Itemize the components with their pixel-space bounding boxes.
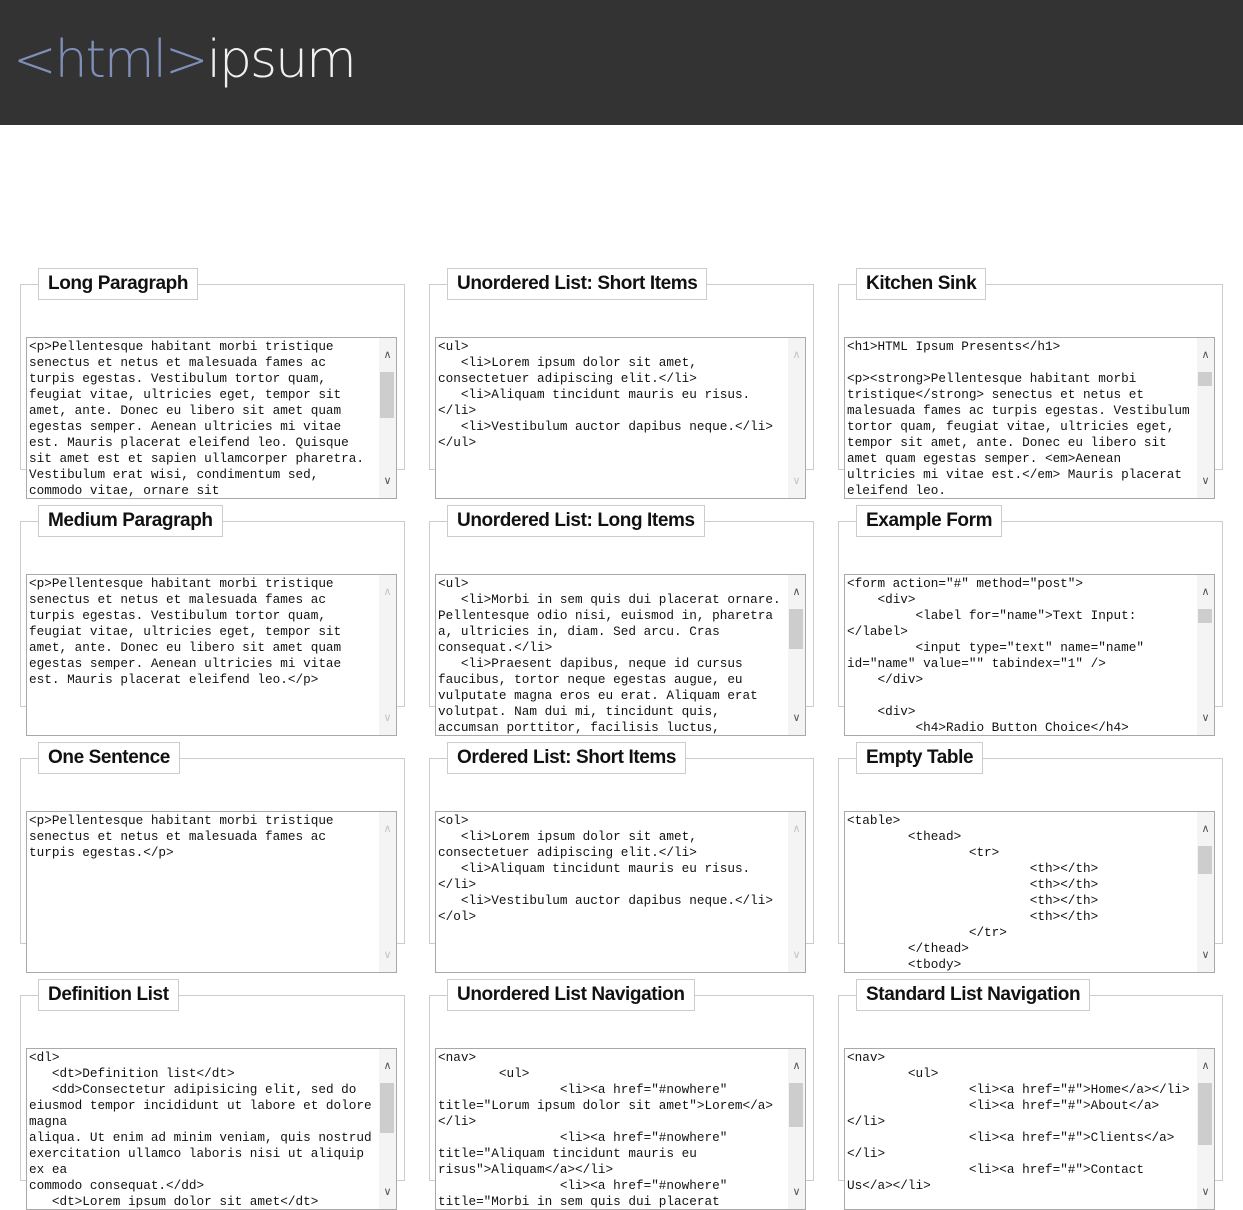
snippet-code: <nav> <ul> <li><a href="#nowhere" title="Lorum ipsum dolor sit amet">Lorem</a></li> <li><a href="#nowhere" title="Aliquam tincidunt mauris eu risus">Aliquam</a></li> <li><a href="#nowhere" title="Morbi in sem quis dui placerat xyxy=(438,1050,774,1209)
vertical-scrollbar[interactable] xyxy=(379,812,396,972)
card-title: Ordered List: Short Items xyxy=(447,742,686,774)
snippet-textarea-unordered-list-long-items[interactable] xyxy=(435,574,806,736)
card-kitchen-sink xyxy=(838,268,1223,498)
scroll-up-arrow-icon[interactable]: ∧ xyxy=(1201,585,1210,598)
card-title: Long Paragraph xyxy=(38,268,198,300)
card-title: One Sentence xyxy=(38,742,180,774)
vertical-scrollbar[interactable] xyxy=(788,1049,805,1209)
snippet-code: <form action="#" method="post"> <div> <label for="name">Text Input:</label> <input type="text" name="name" id="name" value="" tabindex="1" /> </div> <div> <h4>Radio Button Choice</h4> xyxy=(847,576,1144,735)
card-medium-paragraph xyxy=(20,505,405,724)
scroll-down-arrow-icon[interactable]: ∨ xyxy=(1201,711,1210,724)
snippet-textarea-one-sentence[interactable] xyxy=(26,811,397,973)
scrollbar-thumb[interactable] xyxy=(1198,846,1212,874)
card-unordered-list-long-items xyxy=(429,505,814,735)
card-title: Unordered List Navigation xyxy=(447,979,695,1011)
snippet-textarea-long-paragraph[interactable] xyxy=(26,337,397,499)
scroll-up-arrow-icon[interactable]: ∧ xyxy=(792,822,801,835)
snippet-textarea-kitchen-sink[interactable] xyxy=(844,337,1215,499)
snippet-code: <h1>HTML Ipsum Presents</h1> <p><strong>Pellentesque habitant morbi tristique</strong> senectus et netus et malesuada fames ac turpis egestas. Vestibulum tortor quam, feugiat vitae, ultricies eget, tempor sit amet, ante. Donec eu libero sit amet quam egestas semper. <em>Aenean ultricies mi vitae est.</em> Mauris placerat eleifend leo. xyxy=(847,339,1190,498)
snippet-code: <ul> <li>Morbi in sem quis dui placerat ornare. Pellentesque odio nisi, euismod in, pharetra a, ultricies in, diam. Sed arcu. Cras consequat.</li> <li>Praesent dapibus, neque id cursus faucibus, tortor neque egestas augue, eu vulputate magna eros eu erat. Aliquam erat volutpat. Nam dui mi, tincidunt quis, accumsan porttitor, facilisis luctus, xyxy=(438,576,781,735)
snippet-code: <p>Pellentesque habitant morbi tristique senectus et netus et malesuada fames ac turpis egestas. Vestibulum tortor quam, feugiat vitae, ultricies eget, tempor sit amet, ante. Donec eu libero sit amet quam egestas semper. Aenean ultricies mi vitae est. Mauris placerat eleifend leo.</p> xyxy=(29,576,349,687)
scroll-down-arrow-icon[interactable]: ∨ xyxy=(383,474,392,487)
scroll-down-arrow-icon[interactable]: ∨ xyxy=(383,711,392,724)
vertical-scrollbar[interactable] xyxy=(1197,575,1214,735)
card-title: Definition List xyxy=(38,979,179,1011)
scroll-down-arrow-icon[interactable]: ∨ xyxy=(792,474,801,487)
scroll-down-arrow-icon[interactable]: ∨ xyxy=(383,948,392,961)
scroll-down-arrow-icon[interactable]: ∨ xyxy=(383,1185,392,1198)
snippet-code: <ol> <li>Lorem ipsum dolor sit amet, consectetuer adipiscing elit.</li> <li>Aliquam tincidunt mauris eu risus.</li> <li>Vestibulum auctor dapibus neque.</li> </ol> xyxy=(438,813,774,924)
scroll-down-arrow-icon[interactable]: ∨ xyxy=(792,948,801,961)
card-empty-table xyxy=(838,742,1223,972)
site-header xyxy=(0,0,1243,125)
snippet-textarea-example-form[interactable] xyxy=(844,574,1215,736)
snippet-textarea-unordered-list-short-items[interactable] xyxy=(435,337,806,499)
snippet-textarea-empty-table[interactable] xyxy=(844,811,1215,973)
scrollbar-thumb[interactable] xyxy=(380,1083,394,1133)
scroll-up-arrow-icon[interactable]: ∧ xyxy=(1201,822,1210,835)
scroll-up-arrow-icon[interactable]: ∧ xyxy=(383,822,392,835)
scroll-up-arrow-icon[interactable]: ∧ xyxy=(792,585,801,598)
vertical-scrollbar[interactable] xyxy=(379,338,396,498)
snippet-code: <ul> <li>Lorem ipsum dolor sit amet, consectetuer adipiscing elit.</li> <li>Aliquam tincidunt mauris eu risus.</li> <li>Vestibulum auctor dapibus neque.</li> </ul> xyxy=(438,339,774,450)
card-definition-list xyxy=(20,979,405,1209)
scrollbar-thumb[interactable] xyxy=(1198,609,1212,623)
site-logo[interactable] xyxy=(13,30,355,90)
scroll-down-arrow-icon[interactable]: ∨ xyxy=(1201,474,1210,487)
scroll-down-arrow-icon[interactable]: ∨ xyxy=(1201,1185,1210,1198)
card-title: Standard List Navigation xyxy=(856,979,1090,1011)
logo-name-text: ipsum xyxy=(206,30,355,90)
vertical-scrollbar[interactable] xyxy=(1197,812,1214,972)
scrollbar-thumb[interactable] xyxy=(789,609,803,649)
scrollbar-thumb[interactable] xyxy=(1198,1083,1212,1145)
vertical-scrollbar[interactable] xyxy=(1197,1049,1214,1209)
scrollbar-thumb[interactable] xyxy=(1198,372,1212,386)
vertical-scrollbar[interactable] xyxy=(379,575,396,735)
snippet-code: <p>Pellentesque habitant morbi tristique senectus et netus et malesuada fames ac turpis egestas. Vestibulum tortor quam, feugiat vitae, ultricies eget, tempor sit amet, ante. Donec eu libero sit amet quam egestas semper. Aenean ultricies mi vitae est. Mauris placerat eleifend leo. Quisque sit amet est et sapien ullamcorper pharetra. Vestibulum erat wisi, condimentum sed, commodo vitae, ornare sit xyxy=(29,339,372,498)
snippet-textarea-ordered-list-short-items[interactable] xyxy=(435,811,806,973)
vertical-scrollbar[interactable] xyxy=(1197,338,1214,498)
scroll-up-arrow-icon[interactable]: ∧ xyxy=(792,348,801,361)
vertical-scrollbar[interactable] xyxy=(788,812,805,972)
scroll-up-arrow-icon[interactable]: ∧ xyxy=(1201,1059,1210,1072)
snippet-textarea-standard-list-navigation[interactable] xyxy=(844,1048,1215,1210)
scroll-down-arrow-icon[interactable]: ∨ xyxy=(1201,948,1210,961)
logo-tag-text: <html> xyxy=(13,30,207,90)
vertical-scrollbar[interactable] xyxy=(788,575,805,735)
snippet-textarea-medium-paragraph[interactable] xyxy=(26,574,397,736)
card-title: Empty Table xyxy=(856,742,983,774)
snippet-code: <p>Pellentesque habitant morbi tristique senectus et netus et malesuada fames ac turpis egestas.</p> xyxy=(29,813,342,860)
vertical-scrollbar[interactable] xyxy=(788,338,805,498)
snippet-code: <dl> <dt>Definition list</dt> <dd>Consectetur adipisicing elit, sed do eiusmod tempor incididunt ut labore et dolore magna aliqua. Ut enim ad minim veniam, quis nostrud exercitation ullamco laboris nisi ut aliquip ex ea commodo consequat.</dd> <dt>Lorem ipsum dolor sit amet</dt> xyxy=(29,1050,372,1209)
scroll-up-arrow-icon[interactable]: ∧ xyxy=(383,1059,392,1072)
snippet-textarea-unordered-list-navigation[interactable] xyxy=(435,1048,806,1210)
card-title: Medium Paragraph xyxy=(38,505,223,537)
card-unordered-list-navigation xyxy=(429,979,814,1209)
snippet-textarea-definition-list[interactable] xyxy=(26,1048,397,1210)
scrollbar-thumb[interactable] xyxy=(789,1083,803,1127)
scroll-up-arrow-icon[interactable]: ∧ xyxy=(792,1059,801,1072)
card-unordered-list-short-items xyxy=(429,268,814,487)
snippet-code: <table> <thead> <tr> <th></th> <th></th> <th></th> <th></th> </tr> </thead> <tbody> xyxy=(847,813,1099,972)
scroll-up-arrow-icon[interactable]: ∧ xyxy=(383,348,392,361)
vertical-scrollbar[interactable] xyxy=(379,1049,396,1209)
scroll-up-arrow-icon[interactable]: ∧ xyxy=(1201,348,1210,361)
card-standard-list-navigation xyxy=(838,979,1223,1198)
card-title: Unordered List: Short Items xyxy=(447,268,707,300)
card-title: Kitchen Sink xyxy=(856,268,986,300)
card-title: Example Form xyxy=(856,505,1002,537)
card-ordered-list-short-items xyxy=(429,742,814,961)
scroll-up-arrow-icon[interactable]: ∧ xyxy=(383,585,392,598)
card-one-sentence xyxy=(20,742,405,961)
card-long-paragraph xyxy=(20,268,405,498)
card-title: Unordered List: Long Items xyxy=(447,505,705,537)
snippet-code: <nav> <ul> <li><a href="#">Home</a></li> <li><a href="#">About</a></li> <li><a href="#">Clients</a></li> <li><a href="#">Contact Us</a></li> xyxy=(847,1050,1190,1193)
scroll-down-arrow-icon[interactable]: ∨ xyxy=(792,711,801,724)
card-example-form xyxy=(838,505,1223,735)
scrollbar-thumb[interactable] xyxy=(380,372,394,418)
scroll-down-arrow-icon[interactable]: ∨ xyxy=(792,1185,801,1198)
